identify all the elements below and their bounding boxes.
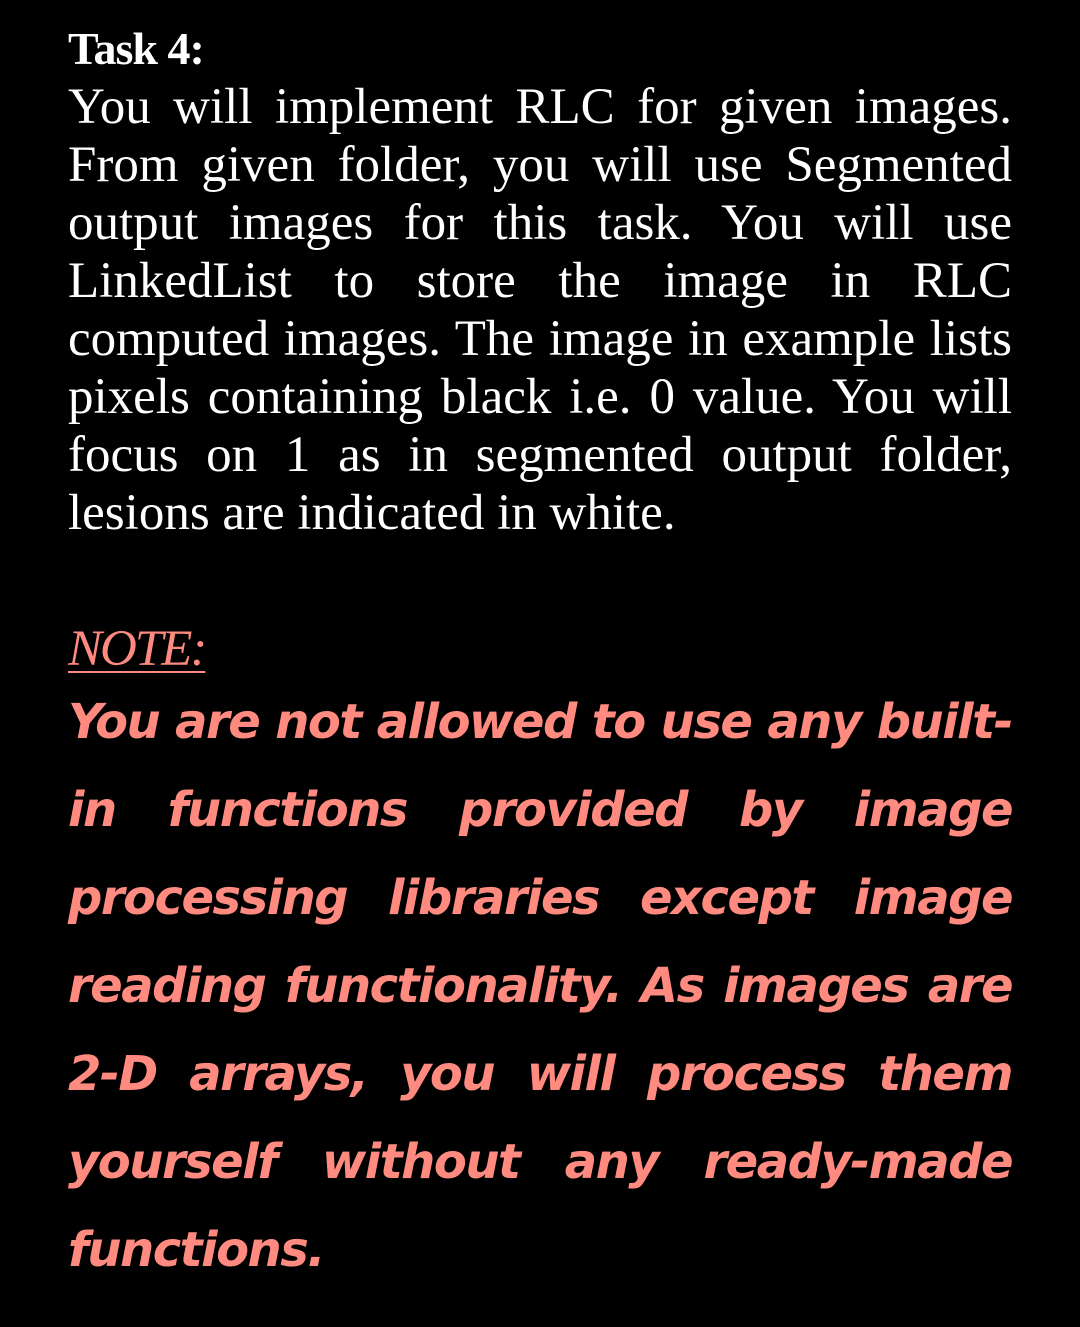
task-heading: Task 4: — [68, 23, 204, 74]
note-heading: NOTE: — [68, 621, 206, 677]
note-body: You are not allowed to use any built-in functions provided by image processing libraries except image reading functionality. As images are 2-D arrays, you will process them yourself without any ready-made functions. — [68, 694, 1012, 1278]
document-page — [68, 20, 1012, 1294]
task-description: You will implement RLC for given images. From given folder, you will use Segmented output images for this task. You will use LinkedList to store the image in RLC computed images. The image in example lists pixels containing black i.e. 0 value. You will focus on 1 as in segmented output folder, lesions are indicated in white. — [68, 79, 1012, 541]
